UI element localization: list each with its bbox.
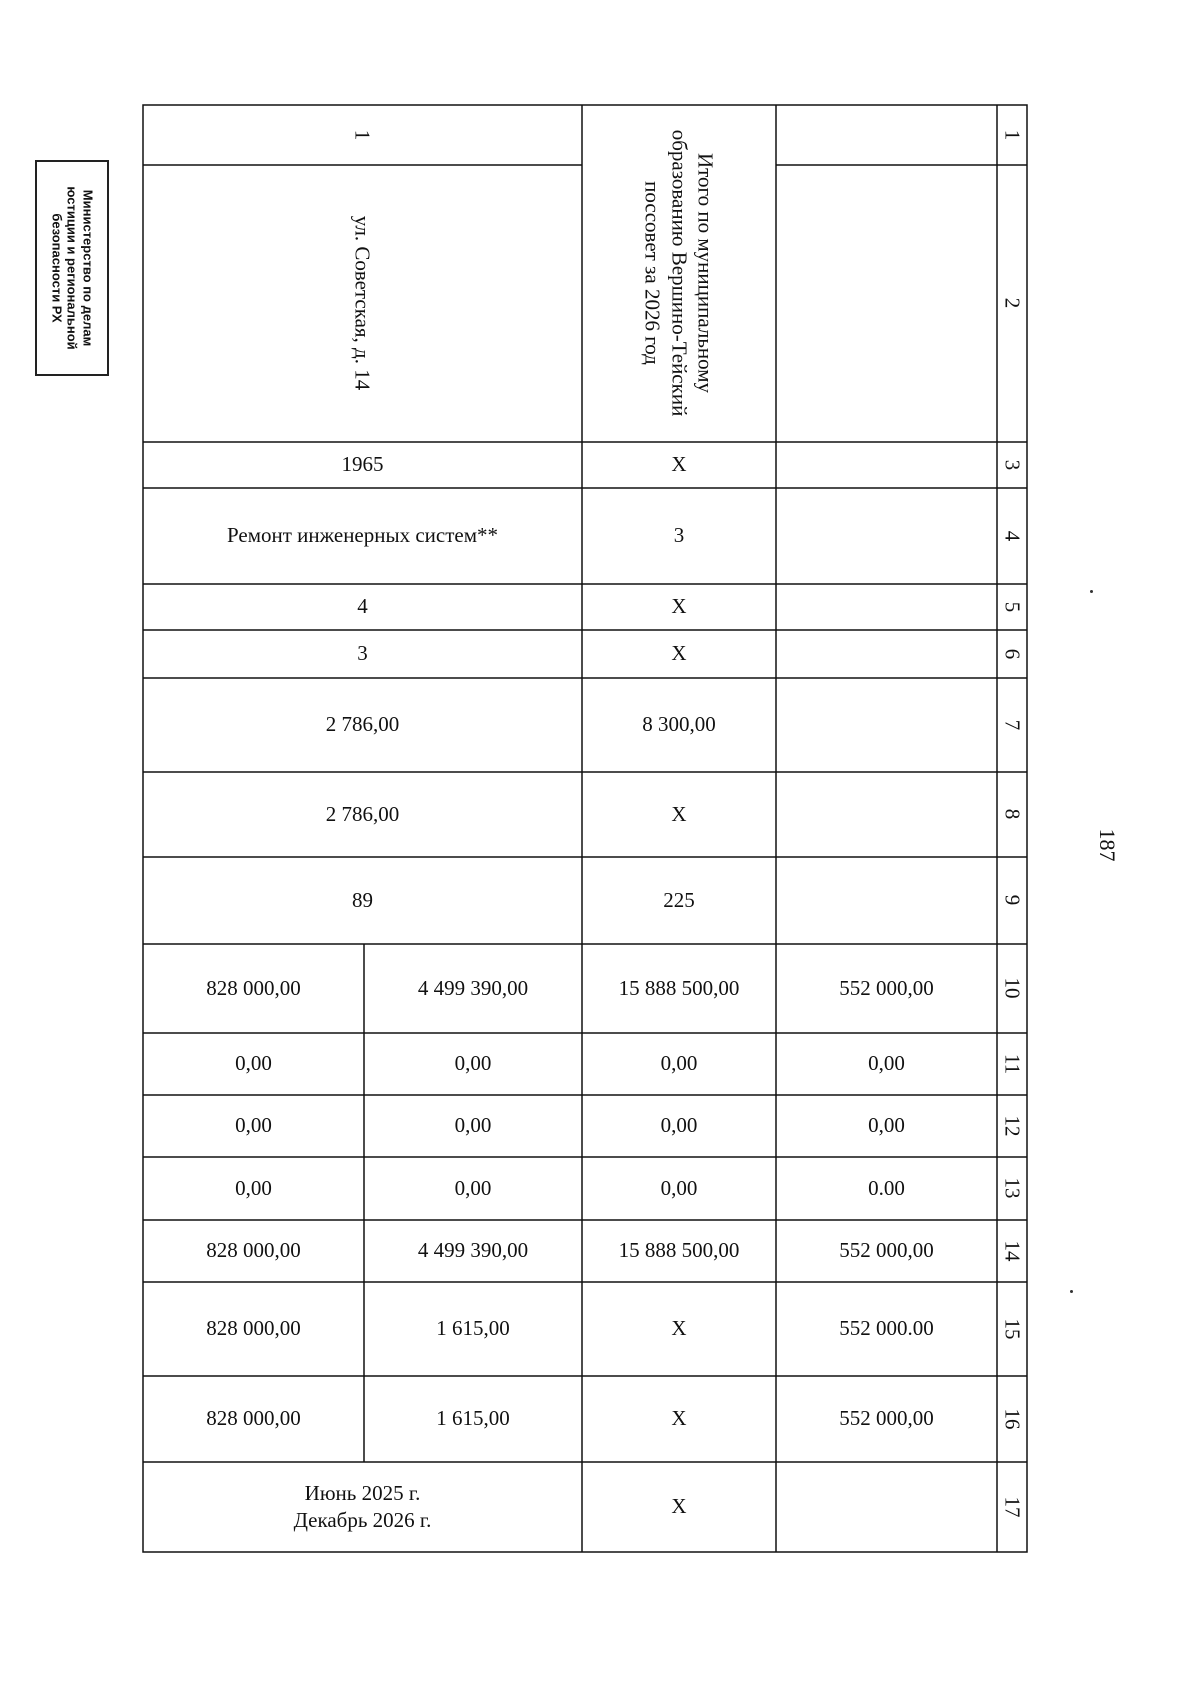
house-col6: 3 — [357, 641, 368, 666]
col-number-17: 17 — [1000, 1496, 1025, 1518]
house-work-period: Июнь 2025 г. Декабрь 2026 г. — [293, 1480, 432, 1532]
house-col9: 89 — [352, 887, 373, 912]
house-col14-a: 828 000,00 — [206, 1238, 301, 1263]
col-number-3: 3 — [1000, 459, 1025, 471]
col-number-5: 5 — [1000, 601, 1025, 613]
total-col5: Х — [671, 594, 687, 619]
ministry-stamp — [35, 160, 109, 376]
extra-col11: 0,00 — [868, 1051, 905, 1076]
col-number-15: 15 — [1000, 1318, 1025, 1340]
col-number-8: 8 — [1000, 808, 1025, 820]
page-number: 187 — [1095, 828, 1120, 862]
total-col9: 225 — [663, 887, 695, 912]
house-col11-a: 0,00 — [235, 1051, 272, 1076]
total-col8: Х — [671, 801, 687, 826]
extra-col10: 552 000,00 — [839, 975, 934, 1000]
total-col16: Х — [671, 1406, 687, 1431]
total-col11: 0,00 — [660, 1051, 698, 1076]
total-work-type: 3 — [673, 523, 685, 548]
total-col12: 0,00 — [660, 1113, 698, 1138]
col-number-14: 14 — [1000, 1240, 1025, 1262]
house-col15-a: 828 000,00 — [206, 1316, 301, 1341]
house-row-number: 1 — [350, 129, 375, 141]
house-col14-b: 4 499 390,00 — [417, 1238, 529, 1263]
stamp-text: Министерство по делам юстиции и региональной безопасности РХ — [49, 186, 96, 350]
col-number-10: 10 — [1000, 977, 1025, 999]
extra-col16: 552 000,00 — [839, 1406, 934, 1431]
scan-dot — [1070, 1290, 1073, 1293]
extra-col12: 0,00 — [868, 1113, 905, 1138]
extra-col13: 0.00 — [868, 1175, 905, 1200]
extra-col14: 552 000,00 — [839, 1238, 934, 1263]
house-address: ул. Советская, д. 14 — [350, 215, 375, 391]
total-col13: 0,00 — [660, 1175, 698, 1200]
col-number-2: 2 — [1000, 297, 1025, 309]
house-col12-b: 0,00 — [454, 1113, 492, 1138]
house-col7: 2 786,00 — [325, 712, 400, 737]
house-col16-b: 1 615,00 — [436, 1406, 510, 1431]
total-col17: Х — [671, 1494, 687, 1519]
house-col12-a: 0,00 — [235, 1113, 272, 1138]
house-work-type: Ремонт инженерных систем** — [226, 523, 499, 548]
total-col14: 15 888 500,00 — [618, 1238, 740, 1263]
house-col11-b: 0,00 — [454, 1051, 492, 1076]
house-col16-a: 828 000,00 — [206, 1406, 301, 1431]
total-col10: 15 888 500,00 — [618, 975, 740, 1000]
house-year: 1965 — [341, 452, 384, 477]
house-col10-b: 4 499 390,00 — [417, 975, 529, 1000]
scan-dot — [1090, 590, 1093, 593]
house-col8: 2 786,00 — [325, 801, 400, 826]
col-number-11: 11 — [1000, 1053, 1025, 1075]
total-col6: Х — [671, 641, 687, 666]
total-label: Итого по муниципальному образованию Вершино-Тейский поссовет за 2026 год — [640, 129, 718, 417]
house-col15-b: 1 615,00 — [436, 1316, 510, 1341]
extra-col15: 552 000.00 — [839, 1316, 934, 1341]
house-col5: 4 — [357, 594, 368, 619]
col-number-9: 9 — [1000, 894, 1025, 906]
house-col13-a: 0,00 — [235, 1175, 272, 1200]
total-col15: Х — [671, 1316, 687, 1341]
total-year: Х — [671, 452, 687, 477]
col-number-12: 12 — [1000, 1115, 1025, 1137]
house-col13-b: 0,00 — [454, 1175, 492, 1200]
col-number-1: 1 — [1000, 129, 1025, 141]
col-number-6: 6 — [1000, 648, 1025, 660]
col-number-7: 7 — [1000, 719, 1025, 731]
col-number-4: 4 — [1000, 530, 1025, 542]
col-number-13: 13 — [1000, 1177, 1025, 1199]
col-number-16: 16 — [1000, 1408, 1025, 1430]
house-col10-a: 828 000,00 — [206, 975, 301, 1000]
total-col7: 8 300,00 — [642, 712, 716, 737]
